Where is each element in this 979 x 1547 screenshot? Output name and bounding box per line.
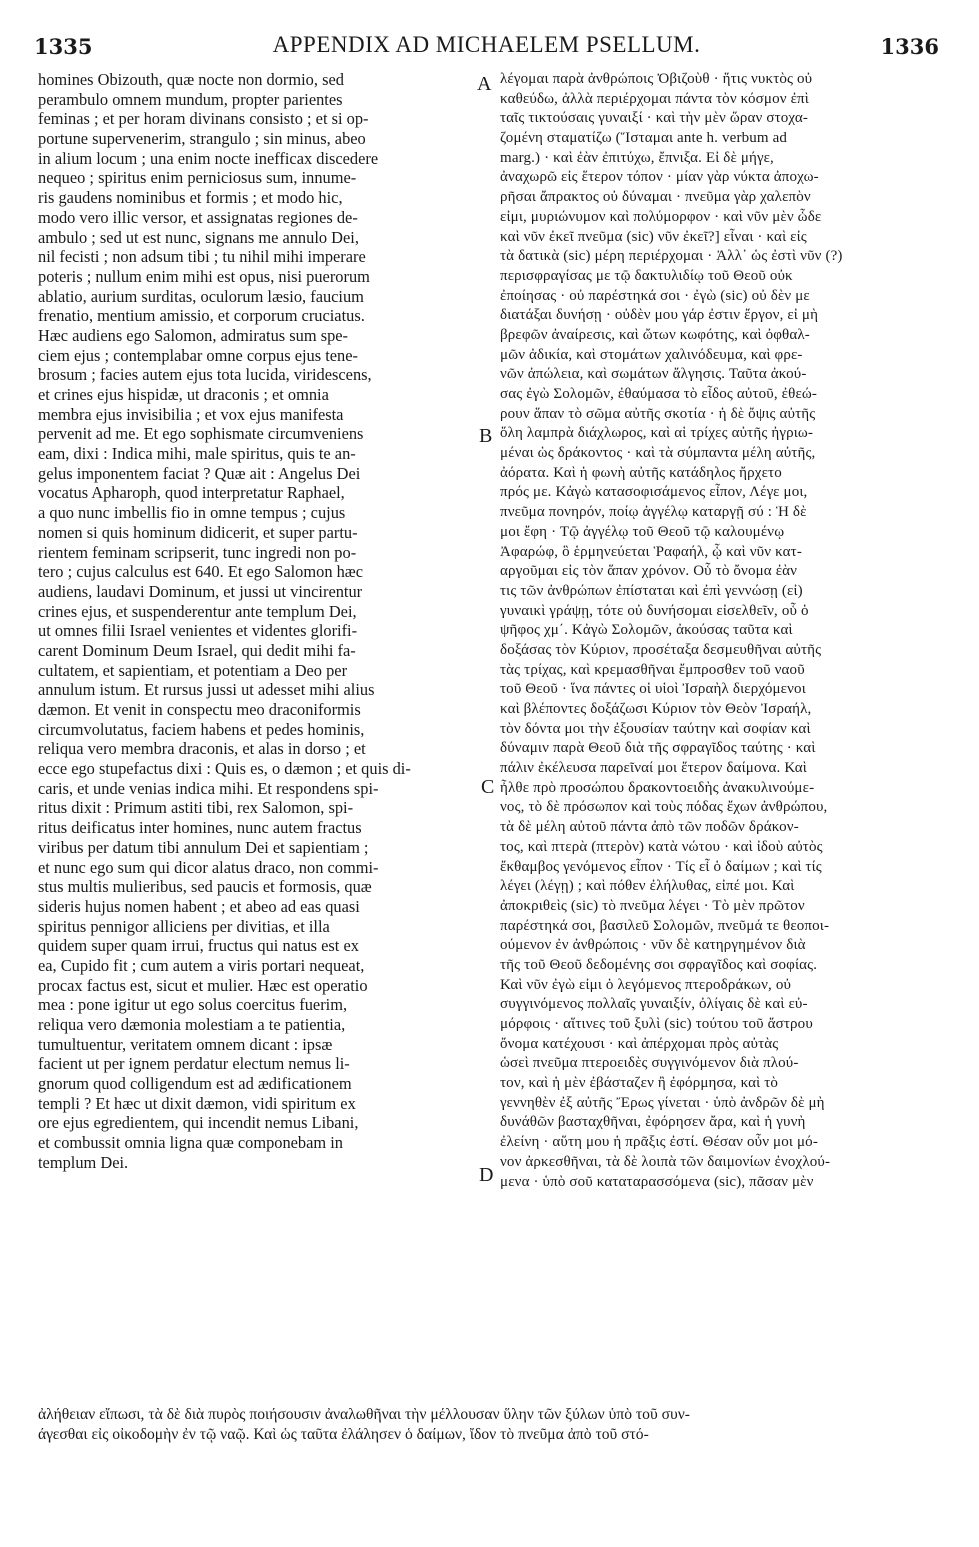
latin-text-line: portune supervenerim, strangulo ; sin minus, abeo: [38, 129, 366, 149]
greek-text-line: τὰ δατικὰ (sic) μέρη περιέρχομαι · Ἀλλ᾽ ὡς ἐστὶ νῦν (?): [500, 248, 843, 265]
latin-text-line: dæmon. Et venit in conspectu meo draconiformis: [38, 700, 361, 719]
latin-text-line: rientem feminam scripserit, tunc ingredi non po-: [38, 542, 357, 562]
latin-text-line: stus multis mulieribus, sed paucis et formosis, quæ: [38, 877, 372, 897]
latin-text-line: templi ? Et hæc ut dixit dæmon, vidi spiritum ex: [38, 1093, 356, 1113]
greek-text-line: ψῆφος χμ΄. Κἀγὼ Σολομῶν, ἀκούσας ταῦτα καὶ: [500, 622, 793, 639]
greek-text-line: βρεφῶν ἀναίρεσις, καὶ ὤτων κωφότης, καὶ ὀφθαλ-: [500, 326, 810, 343]
latin-text-line: et combussit omnia ligna quæ componebam in: [38, 1133, 344, 1153]
greek-text-line: καὶ νῦν ἐκεῖ πνεῦμα (sic) νῦν ἐκεῖ?] εἶναι · καὶ εἰς: [500, 228, 807, 245]
latin-text-line: sideris hujus nomen habent ; et abeo ad eas quasi: [38, 896, 360, 916]
latin-text-line: ambulo ; sed ut est nunc, signans me annulo Dei,: [38, 227, 359, 247]
greek-text-line: αργοῦμαι εἰς τὸν ἅπαν χρόνον. Οὗ τὸ ὄνομα ἐὰν: [500, 563, 798, 580]
latin-text-line: caris, et unde venias indica mihi. Et respondens spi-: [38, 778, 379, 798]
greek-text-line: ὄνομα κατέχουσι · καὶ ἀπέρχομαι πρὸς αὐτὰς: [500, 1035, 779, 1052]
latin-text-line: gnorum quod colligendum est ad ædificationem: [38, 1074, 352, 1094]
greek-text-line: τὸν δόντα μοι τὴν ἐξουσίαν ταύτην καὶ σοφίαν καὶ: [500, 720, 811, 737]
latin-text-line: gelus imponentem faciat ? Quæ ait : Angelus Dei: [38, 463, 361, 483]
greek-text-line: ούμενον ἐν ἀνθρώποις · νῦν δὲ κατηργημένον διὰ: [500, 937, 806, 954]
latin-text-line: et nunc ego sum qui dicor alatus draco, non commi-: [38, 857, 379, 877]
greek-text-line: τον, καὶ ἡ μὲν ἐβάσταζεν ἢ ἐφόρμησα, καὶ τὸ: [500, 1075, 779, 1092]
greek-text-line: Καὶ νῦν ἐγὼ εἰμι ὁ λεγόμενος πτεροδράκων, οὐ: [500, 976, 792, 993]
latin-text-line: feminas ; et per horam divinans consisto ; et si op-: [38, 109, 369, 129]
section-marker-c: C: [481, 776, 495, 798]
greek-text-line: τῆς τοῦ Θεοῦ δεδομένης σοι σφραγῖδος καὶ σοφίας.: [500, 956, 818, 973]
greek-text-line: πάλιν ἐκέλευσα παρεῖναί μοι ἕτερον δαίμονα. Καὶ: [500, 760, 807, 777]
section-marker-d: D: [479, 1164, 494, 1186]
greek-text-line: καὶ βλέποντες δοξάζωσι Κύριον τὸν Θεὸν Ἰσραήλ,: [500, 701, 812, 717]
latin-text-line: Hæc audiens ego Salomon, admiratus sum spe-: [38, 325, 349, 345]
greek-text-line: ρῆσαι ἄπρακτος οὐ δύναμαι · πνεῦμα γὰρ χαλεπὸν: [500, 189, 811, 206]
greek-text-line: ἔκθαμβος γενόμενος εἶπον · Τίς εἶ ὁ δαίμων ; καὶ τίς: [500, 858, 822, 875]
latin-column: [38, 70, 472, 1173]
latin-text-line: ea, Cupido fit ; cum autem a viris portari nequeat,: [38, 955, 365, 975]
latin-text-line: ritus dixit : Primum astiti tibi, rex Salomon, spi-: [38, 798, 354, 818]
greek-text-line: εἰμι, μυριώνυμον καὶ πολύμορφον · καὶ νῦν μὲν ὧδε: [500, 208, 822, 225]
footer-text-line: άγεσθαι εἰς οἰκοδομὴν ἐν τῷ ναῷ. Καὶ ὡς ταῦτα ἐλάλησεν ὁ δαίμων, ἴδον τὸ πνεῦμα ἀπὸ τοῦ στό-: [38, 1426, 649, 1443]
latin-text-line: carent Dominum Deum Israel, qui dedit mihi fa-: [38, 640, 356, 660]
greek-continuation-block: [38, 1405, 939, 1445]
latin-text-line: cultatem, et sapientiam, et potentiam a Deo per: [38, 660, 348, 680]
latin-text-line: et crines ejus hispidæ, ut draconis ; et omnia: [38, 385, 329, 404]
greek-text-line: δύναμιν παρὰ Θεοῦ διὰ τῆς σφραγῖδος ταύτης · καὶ: [500, 740, 816, 757]
greek-column: [500, 70, 938, 1192]
latin-text-line: tumultuentur, veritatem omnem dicant : ipsæ: [38, 1034, 333, 1054]
latin-text-line: nomen si quis hominum didicerit, et super partu-: [38, 522, 358, 542]
page-header: [34, 30, 939, 64]
footer-text-line: ἀλήθειαν εἴπωσι, τὰ δὲ διὰ πυρὸς ποιήσουσιν ἀναλωθῆναι τὴν μέλλουσαν ὕλην τῶν ξύλων ὑπὸ τοῦ συν-: [38, 1406, 690, 1423]
latin-text-line: templum Dei.: [38, 1152, 129, 1172]
greek-text-line: μέναι ὡς δράκοντος · καὶ τὰ σύμπαντα μέλη αὐτῆς,: [500, 445, 816, 462]
latin-text-line: circumvolutatus, faciem habens et pedes hominis,: [38, 719, 365, 739]
greek-text-line: ζομένη σταματίζω (Ἵσταμαι ante h. verbum ad: [500, 130, 788, 147]
greek-text-line: Ἀφαρώφ, ὃ ἑρμηνεύεται Ῥαφαήλ, ᾧ καὶ νῦν κατ-: [500, 543, 803, 560]
latin-text-line: a quo nunc imbellis fio in omne tempus ; cujus: [38, 503, 346, 523]
latin-text-line: modo vero illic versor, et assignatas regiones de-: [38, 207, 358, 227]
latin-text-line: tero ; cujus calculus est 640. Et ego Salomon hæc: [38, 562, 364, 582]
page-number-left: 1335: [34, 34, 93, 59]
latin-text-line: facient ut per ignem perdatur electum nemus li-: [38, 1054, 350, 1074]
greek-text-line: πνεῦμα πονηρόν, ποίῳ ἀγγέλῳ καταργῇ σύ : Ἡ δὲ: [500, 504, 807, 521]
latin-text-line: audiens, laudavi Dominum, et jussi ut vincirentur: [38, 581, 363, 601]
latin-text-line: eam, dixi : Indica mihi, male spiritus, quis te an-: [38, 444, 356, 464]
greek-text-line: νον ἀρκεσθῆναι, τὰ δὲ λοιπὰ τῶν δαιμονίων ἐνοχλού-: [500, 1153, 831, 1170]
greek-text-line: ρουν ἅπαν τὸ σῶμα αὐτῆς σκοτία · ἡ δὲ ὄψις αὐτῆς: [500, 405, 816, 422]
latin-text-line: in alium locum ; una enim nocte inefficax discedere: [38, 148, 379, 168]
section-marker-b: B: [479, 425, 493, 447]
greek-text-line: γυναικὶ γράψῃ, τότε οὐ δυνήσομαι εἰσελθεῖν, οὗ ὁ: [500, 602, 809, 619]
latin-text-line: procax factus est, sicut et mulier. Hæc est operatio: [38, 975, 368, 995]
latin-text-line: ciem ejus ; contemplabar omne corpus ejus tene-: [38, 345, 358, 365]
greek-text-line: περισφραγίσας με τῷ δακτυλιδίῳ τοῦ Θεοῦ οὐκ: [500, 267, 793, 284]
greek-text-line: τις τῶν ἀνθρώπων ἐπίσταται καὶ ἐπὶ γεννώσῃ (εἰ): [500, 582, 803, 599]
greek-text-line: νος, τὸ δὲ πρόσωπον καὶ τοὺς πόδας ἔχων ἀνθρώπου,: [500, 799, 828, 816]
greek-text-line: ἦλθε πρὸ προσώπου δρακοντοειδὴς ἀνακυλινούμε-: [500, 779, 815, 796]
greek-text-line: λέγομαι παρὰ ἀνθρώποις Ὀβιζοὺθ · ἥτις νυκτὸς οὐ: [500, 71, 813, 87]
greek-text-line: ἐλείνη · αὕτη μου ἡ πρᾶξις ἐστί. Θέσαν οὖν μοι μό-: [500, 1134, 818, 1151]
greek-text-line: ἀποκριθεὶς (sic) τὸ πνεῦμα λέγει · Τὸ μὲν πρῶτον: [500, 897, 805, 914]
greek-text-line: σας ἐγὼ Σολομῶν, ἐθαύμασα τὸ εἶδος αὐτοῦ, ἐθεώ-: [500, 386, 818, 402]
latin-text-line: viribus per datum tibi annulum Dei et sapientiam ;: [38, 837, 369, 857]
latin-text-line: reliqua vero dæmonia molestiam a te patientia,: [38, 1015, 346, 1034]
greek-text-line: ταῖς τικτούσαις γυναιξί · καὶ τὴν μὲν ὥραν στοχα-: [500, 110, 809, 127]
greek-text-line: νῶν ἀπώλεια, καὶ σωμάτων ἄλγησις. Ταῦτα ἀκού-: [500, 366, 807, 383]
greek-text-line: δυνάθῶν βασταχθῆναι, ἐφόρησεν ἄρα, καὶ ἡ γυνὴ: [500, 1114, 806, 1131]
latin-text-line: brosum ; facies autem ejus tota lucida, viridescens,: [38, 365, 372, 385]
greek-text-line: ὡσεὶ πνεῦμα πτεροειδὲς συγγινόμενον διὰ πλού-: [500, 1055, 799, 1072]
greek-text-line: ἀναχωρῶ εἰς ἕτερον τόπον · μίαν γὰρ νύκτα ἀποχω-: [500, 169, 819, 186]
latin-text-line: poteris ; nullum enim mihi est opus, nisi puerorum: [38, 266, 370, 286]
section-marker-a: A: [477, 73, 492, 95]
greek-text-line: παρέστηκά σοι, βασιλεῦ Σολομῶν, πνεῦμά τε θεοποι-: [500, 917, 830, 934]
greek-text-line: ἐποίησας · οὐ παρέστηκά σοι · ἐγὼ (sic) οὐ δὲν με: [500, 287, 810, 304]
latin-text-line: ecce ego stupefactus dixi : Quis es, o dæmon ; et quis di-: [38, 759, 411, 779]
greek-text-line: μοι ἔφη · Τῷ ἀγγέλῳ τοῦ Θεοῦ τῷ καλουμένῳ: [500, 523, 785, 540]
greek-text-line: marg.) · καὶ ἐὰν ἐπιτύχω, ἔπνιξα. Εἰ δὲ μήγε,: [500, 149, 774, 166]
latin-text-line: homines Obizouth, quæ nocte non dormio, sed: [38, 70, 344, 89]
latin-text-line: vocatus Apharoph, quod interpretatur Raphael,: [38, 483, 345, 503]
latin-text-line: reliqua vero membra draconis, et alas in dorso ; et: [38, 739, 366, 759]
greek-text-line: τοῦ Θεοῦ · ἵνα πάντες οἱ υἱοὶ Ἰσραὴλ διερχόμενοι: [500, 681, 806, 698]
latin-text-line: spiritus pennigor alliciens per divitias, et illa: [38, 916, 330, 936]
greek-text-line: τος, καὶ πτερὰ (πτερὸν) κατὰ νώτου · καὶ ἰδοὺ αὐτὸς: [500, 838, 823, 855]
latin-text-line: perambulo omnem mundum, propter parientes: [38, 89, 343, 109]
latin-text-line: mea : pone igitur ut ego solus coercitus fuerim,: [38, 995, 348, 1015]
greek-text-line: πρός με. Κἀγὼ κατασοφισάμενος εἶπον, Λέγε μοι,: [500, 484, 808, 501]
latin-text-line: membra ejus invisibilia ; et vox ejus manifesta: [38, 404, 344, 424]
greek-text-line: συγγινόμενος πολλαῖς γυναιξίν, ὀλίγαις δὲ καὶ εὐ-: [500, 996, 808, 1013]
page-number-right: 1336: [880, 34, 939, 59]
greek-text-line: ὅλη λαμπρὰ διάχλωρος, καὶ αἱ τρίχες αὐτῆς ἠγριω-: [500, 425, 814, 442]
latin-text-line: nil fecisti ; non adsum tibi ; tu nihil mihi imperare: [38, 247, 366, 267]
latin-text-line: frenatio, mentium amissio, et corporum cruciatus.: [38, 306, 365, 326]
latin-text-line: pervenit ad me. Et ego sophismate circumveniens: [38, 424, 364, 444]
greek-text-line: καθεύδω, ἀλλὰ περιέρχομαι πάντα τὸν κόσμον ἐπὶ: [500, 90, 809, 107]
greek-text-line: μῶν ἀδικία, καὶ στομάτων χαλινόδευμα, καὶ φρε-: [500, 346, 803, 363]
greek-text-line: λέγει (λέγῃ) ; καὶ πόθεν ἐλήλυθας, εἰπέ μοι. Καὶ: [500, 878, 795, 895]
greek-text-line: τὰ δὲ μέλη αὐτοῦ πάντα ἀπὸ τῶν ποδῶν δράκον-: [500, 819, 799, 836]
latin-text-line: ris gaudens nominibus et formis ; et modo hic,: [38, 188, 343, 208]
greek-text-line: γεννηθὲν ἐξ αὐτῆς Ἔρως γίνεται · ὑπὸ ἀνδρῶν δὲ μὴ: [500, 1094, 825, 1111]
latin-text-line: crines ejus, et suspenderentur ante templum Dei,: [38, 601, 357, 621]
latin-text-line: nequeo ; spiritus enim perniciosus sum, innume-: [38, 168, 357, 188]
greek-text-line: διατάξαι δυνήσῃ · οὐδὲν μου γάρ ἐστιν ἔργον, εἰ μὴ: [500, 307, 819, 324]
greek-text-line: τὰς τρίχας, καὶ κρεμασθῆναι ἔμπροσθεν τοῦ ναοῦ: [500, 661, 805, 678]
greek-text-line: μενα · ὑπὸ σοῦ καταταρασσόμενα (sic), πᾶσαν μὲν: [500, 1173, 814, 1190]
greek-text-line: ἀόρατα. Καὶ ἡ φωνὴ αὐτῆς κατάδηλος ἤρχετο: [500, 464, 782, 481]
latin-text-line: ritus deificatus inter homines, nunc autem fractus: [38, 818, 362, 838]
latin-text-line: ore ejus egredientem, qui incendit nemus Libani,: [38, 1113, 359, 1133]
running-title: APPENDIX AD MICHAELEM PSELLUM.: [272, 32, 701, 57]
greek-text-line: μόρφοις · αἵτινες τοῦ ξυλὶ (sic) τούτου τοῦ ἄστρου: [500, 1016, 813, 1032]
greek-text-line: δοξάσας τὸν Κύριον, προσέταξα δεσμευθῆναι αὐτῆς: [500, 641, 822, 658]
latin-text-line: ut omnes filii Israel venientes et videntes glorifi-: [38, 621, 358, 641]
latin-text-line: ablatio, aurium surditas, oculorum læsio, faucium: [38, 286, 364, 306]
latin-text-line: quidem super quam irrui, fructus qui natus est ex: [38, 936, 359, 956]
latin-text-line: annulum istum. Et rursus jussi ut adesset mihi alius: [38, 680, 375, 700]
